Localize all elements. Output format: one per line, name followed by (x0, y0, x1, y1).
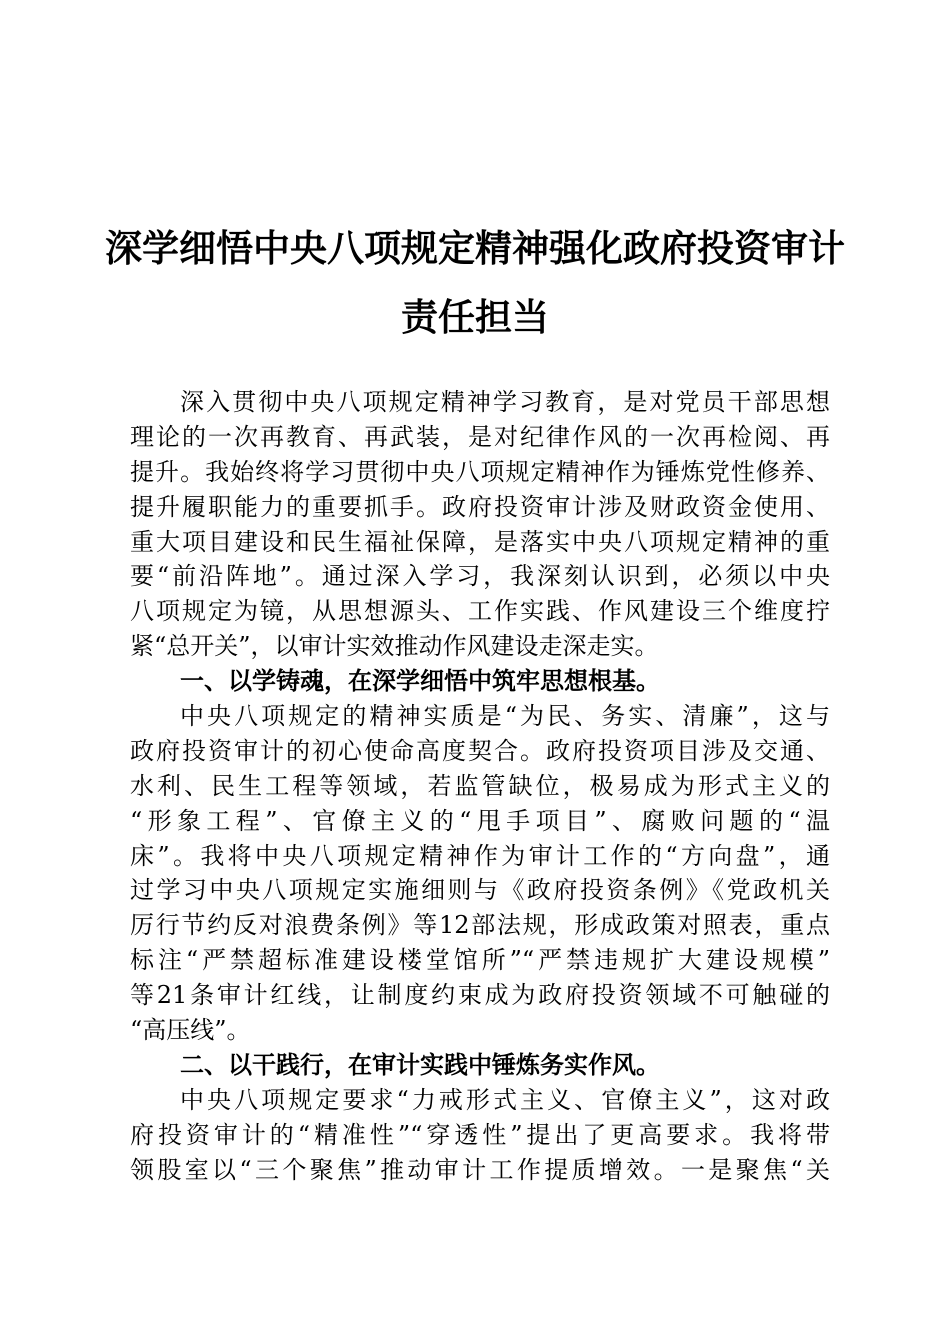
paragraph-line: 要“前沿阵地”。通过深入学习，我深刻认识到，必须以中央 (130, 562, 830, 591)
paragraph-line: 中央八项规定要求“力戒形式主义、官僚主义”，这对政 (180, 1085, 830, 1114)
paragraph-line: 府投资审计的“精准性”“穿透性”提出了更高要求。我将带 (130, 1120, 830, 1149)
paragraph-line: 水利、民生工程等领域，若监管缺位，极易成为形式主义的 (130, 771, 830, 800)
paragraph-line: 八项规定为镜，从思想源头、工作实践、作风建设三个维度拧 (130, 597, 830, 626)
paragraph-line: 领股室以“三个聚焦”推动审计工作提质增效。一是聚焦“关 (130, 1155, 830, 1184)
section-heading: 一、以学铸魂，在深学细悟中筑牢思想根基。 (180, 667, 660, 696)
section-heading: 二、以干践行，在审计实践中锤炼务实作风。 (180, 1050, 660, 1079)
paragraph-line: 中央八项规定的精神实质是“为民、务实、清廉”，这与 (180, 702, 830, 731)
paragraph-line: 标注“严禁超标准建设楼堂馆所”“严禁违规扩大建设规模” (130, 946, 830, 975)
document-body (130, 385, 830, 1187)
paragraph-line: 厉行节约反对浪费条例》等12部法规，形成政策对照表，重点 (130, 911, 830, 940)
paragraph-line: 政府投资审计的初心使命高度契合。政府投资项目涉及交通、 (130, 736, 830, 765)
paragraph-line: 紧“总开关”，以审计实效推动作风建设走深走实。 (130, 632, 659, 661)
paragraph-line: 等21条审计红线，让制度约束成为政府投资领域不可触碰的 (130, 981, 830, 1010)
paragraph-line: 床”。我将中央八项规定精神作为审计工作的“方向盘”，通 (130, 841, 830, 870)
document-title-line-1: 深学细悟中央八项规定精神强化政府投资审计 (105, 226, 845, 270)
paragraph-line: 提升。我始终将学习贯彻中央八项规定精神作为锤炼党性修养、 (130, 457, 830, 486)
paragraph-line: 过学习中央八项规定实施细则与《政府投资条例》《党政机关 (130, 876, 830, 905)
paragraph-line: “高压线”。 (130, 1016, 251, 1045)
paragraph-line: “形象工程”、官僚主义的“甩手项目”、腐败问题的“温 (130, 806, 830, 835)
paragraph-line: 重大项目建设和民生福祉保障，是落实中央八项规定精神的重 (130, 527, 830, 556)
paragraph-line: 深入贯彻中央八项规定精神学习教育，是对党员干部思想 (180, 388, 830, 416)
paragraph-line: 理论的一次再教育、再武装，是对纪律作风的一次再检阅、再 (130, 422, 830, 451)
document-title-line-2: 责任担当 (401, 295, 549, 339)
paragraph-line: 提升履职能力的重要抓手。政府投资审计涉及财政资金使用、 (130, 492, 830, 521)
